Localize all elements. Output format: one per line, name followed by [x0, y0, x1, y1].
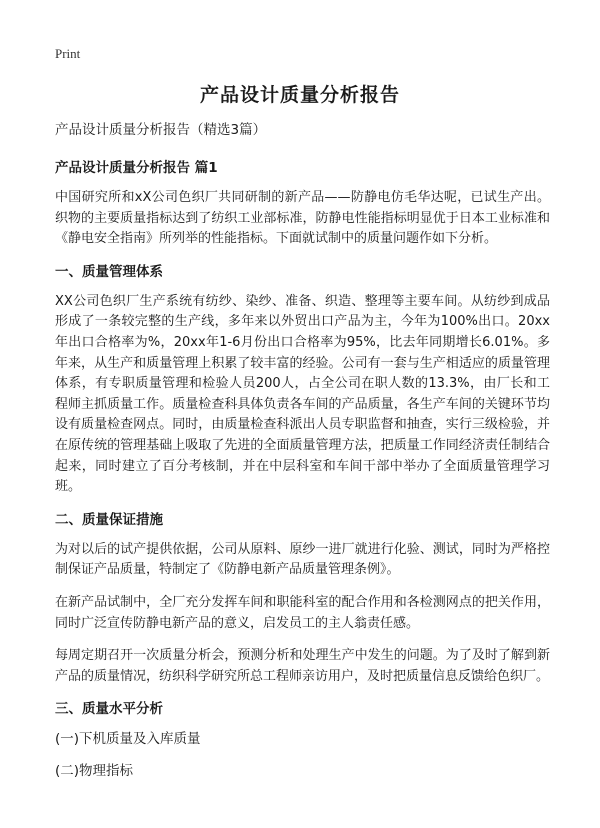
print-label[interactable]: Print: [55, 46, 81, 61]
section-paragraph: 在新产品试制中，全厂充分发挥车间和职能科室的配合作用和各检测网点的把关作用，同时广泛宣传防静电新产品的意义，启发员工的主人翁责任感。: [55, 594, 550, 631]
section-heading-quality-level: 三、质量水平分析: [55, 701, 163, 718]
intro-paragraph: 中国研究所和xX公司色织厂共同研制的新产品——防静电仿毛华达呢，已试生产出。织物的主要质量指标达到了纺织工业部标准，防静电性能指标明显优于日本工业标准和《静电安全指南》所列举的性能指标。下面就试制中的质量问题作如下分析。: [55, 190, 550, 247]
section-paragraph: 为对以后的试产提供依据，公司从原料、原纱一进厂就进行化验、测试，同时为严格控制保证产品质量，特制定了《防静电新产品质量管理条例》。: [55, 541, 550, 578]
document-subtitle: 产品设计质量分析报告（精选3篇）: [55, 122, 267, 138]
page-title: 产品设计质量分析报告: [199, 84, 400, 106]
document-content: [55, 120, 550, 793]
section-paragraph: XX公司色织厂生产系统有纺纱、染纱、准备、织造、整理等主要车间。从纺纱到成品形成了一条较完整的生产线，多年来以外贸出口产品为主，今年为100%出口。20xx年出口合格率为%，20xx年1-6月份出口合格率为95%，比去年同期增长6.01%。多年来，从生产和质量管理上积累了较丰富的经验。公司有一套与生产相适应的质量管理体系，有专职质量管理和检验人员200人，占全公司在职人数的13.3%，由厂长和工程师主抓质量工作。质量检查科具体负责各车间的产品质量，各生产车间的关键环节均设有质量检查网点。同时，由质量检查科派出人员专职监督和抽查，实行三级检验，并在原传统的管理基础上吸取了先进的全面质量管理方法，把质量工作同经济责任制结合起来，同时建立了百分考核制，并在中层科室和车间干部中举办了全面质量管理学习班。: [55, 293, 550, 495]
section-paragraph: 每周定期召开一次质量分析会，预测分析和处理生产中发生的问题。为了及时了解到新产品的质量情况，纺织科学研究所总工程师亲访用户，及时把质量信息反馈给色织厂。: [55, 648, 550, 684]
list-item: (二)物理指标: [55, 763, 134, 780]
section-heading-quality-assurance: 二、质量保证措施: [55, 511, 163, 528]
article-heading: 产品设计质量分析报告 篇1: [55, 160, 218, 176]
list-item: (一)下机质量及入库质量: [55, 731, 201, 748]
section-heading-quality-system: 一、质量管理体系: [55, 263, 163, 280]
